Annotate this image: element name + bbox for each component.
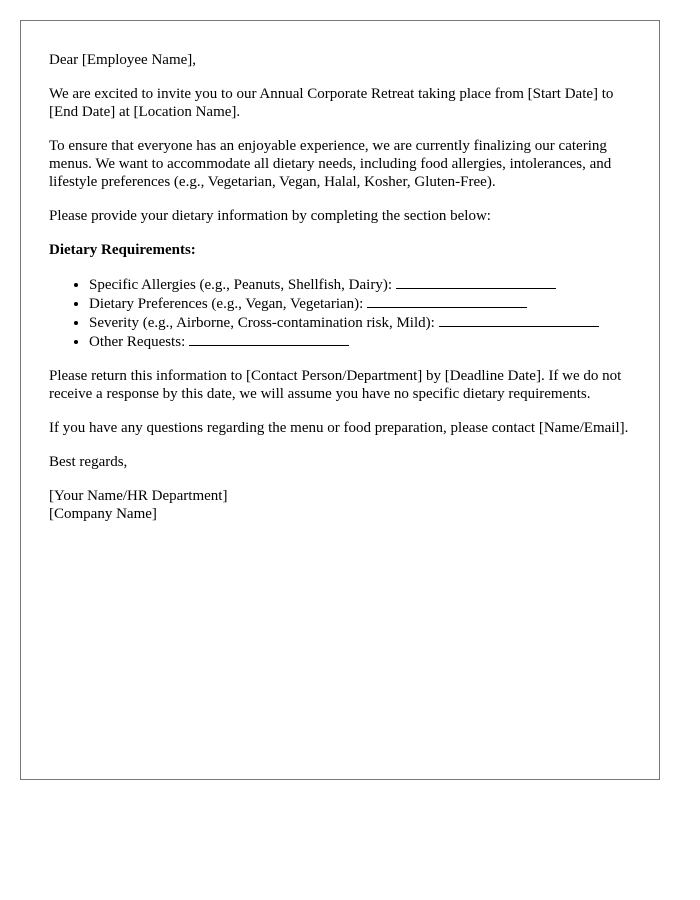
catering-paragraph: To ensure that everyone has an enjoyable experience, we are currently finalizing our catering menus. We want to accommodate all dietary needs, including food allergies, intolerances, and lifestyle preferences (e.g., Vegetarian, Vegan, Halal, Kosher, Gluten-Free). bbox=[49, 138, 612, 190]
allergies-blank-line bbox=[396, 275, 556, 289]
list-item-allergies bbox=[89, 275, 631, 294]
letter-page bbox=[20, 20, 660, 780]
dietary-requirements-list bbox=[49, 275, 631, 351]
signature-company: [Company Name] bbox=[49, 506, 157, 522]
signature-block bbox=[49, 487, 631, 523]
questions-paragraph: If you have any questions regarding the menu or food preparation, please contact [Name/Email]. bbox=[49, 420, 629, 436]
greeting: Dear [Employee Name], bbox=[49, 52, 197, 68]
dietary-requirements-heading: Dietary Requirements: bbox=[49, 242, 196, 258]
deadline-paragraph: Please return this information to [Contact Person/Department] by [Deadline Date]. If we do not receive a response by this date, we will assume you have no specific dietary requirements. bbox=[49, 368, 622, 402]
signature-name: [Your Name/HR Department] bbox=[49, 488, 228, 504]
list-item-other bbox=[89, 332, 631, 351]
preferences-blank-line bbox=[367, 294, 527, 308]
other-requests-label: Other Requests: bbox=[89, 334, 186, 350]
intro-paragraph: We are excited to invite you to our Annual Corporate Retreat taking place from [Start Date] to [End Date] at [Location Name]. bbox=[49, 86, 614, 120]
instruction-paragraph: Please provide your dietary information by completing the section below: bbox=[49, 208, 491, 224]
severity-blank-line bbox=[439, 313, 599, 327]
severity-label: Severity (e.g., Airborne, Cross-contamination risk, Mild): bbox=[89, 315, 435, 331]
list-item-severity bbox=[89, 313, 631, 332]
preferences-label: Dietary Preferences (e.g., Vegan, Vegetarian): bbox=[89, 296, 364, 312]
other-requests-blank-line bbox=[189, 332, 349, 346]
closing: Best regards, bbox=[49, 454, 128, 470]
allergies-label: Specific Allergies (e.g., Peanuts, Shellfish, Dairy): bbox=[89, 277, 392, 293]
list-item-preferences bbox=[89, 294, 631, 313]
